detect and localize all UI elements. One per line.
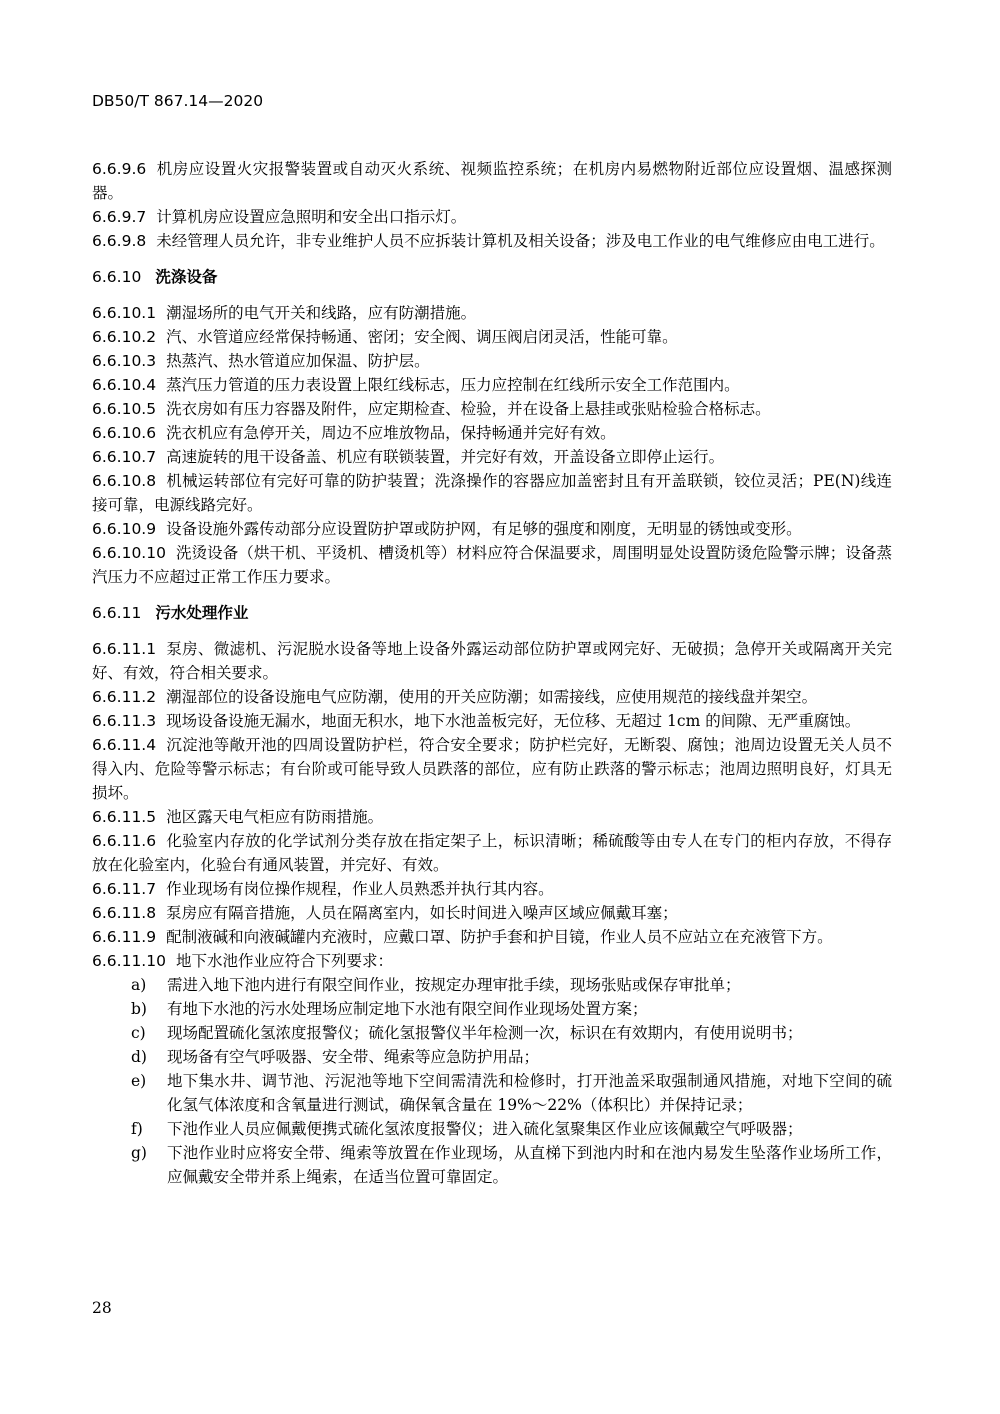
clause	[92, 877, 892, 901]
clause-text: 汽、水管道应经常保持畅通、密闭；安全阀、调压阀启闭灵活，性能可靠。	[166, 328, 678, 346]
clause	[92, 325, 892, 349]
list-item-label: g)	[131, 1144, 147, 1162]
clause	[92, 805, 892, 829]
list-item-text: 现场配置硫化氢浓度报警仪；硫化氢报警仪半年检测一次，标识在有效期内，有使用说明书；	[167, 1024, 803, 1042]
clause-number: 6.6.9.8	[92, 232, 147, 250]
clause	[92, 637, 892, 685]
section-heading-sewage	[92, 601, 892, 625]
section-heading-washing	[92, 265, 892, 289]
clause-text: 计算机房应设置应急照明和安全出口指示灯。	[156, 208, 467, 226]
list-item-text: 需进入地下池内进行有限空间作业，按规定办理审批手续，现场张贴或保存审批单；	[167, 976, 741, 994]
clause	[92, 901, 892, 925]
clause-text: 洗烫设备（烘干机、平烫机、槽烫机等）材料应符合保温要求，周围明显处设置防烫危险警示牌；设备蒸汽压力不应超过正常工作压力要求。	[92, 544, 892, 586]
clause	[92, 397, 892, 421]
page-number: 28	[92, 1299, 112, 1317]
clause-number: 6.6.11.4	[92, 736, 157, 754]
list-item-label: a)	[131, 976, 147, 994]
clause-number: 6.6.10.1	[92, 304, 157, 322]
clause-text: 洗衣房如有压力容器及附件，应定期检查、检验，并在设备上悬挂或张贴检验合格标志。	[166, 400, 771, 418]
clause-number: 6.6.9.6	[92, 160, 147, 178]
clause	[92, 925, 892, 949]
section-number: 6.6.10	[92, 268, 142, 286]
clause	[92, 685, 892, 709]
clause-text: 洗衣机应有急停开关，周边不应堆放物品，保持畅通并完好有效。	[166, 424, 616, 442]
section-title: 洗涤设备	[155, 268, 218, 286]
list-item-text: 现场备有空气呼吸器、安全带、绳索等应急防护用品；	[167, 1048, 540, 1066]
clause-text: 泵房、微滤机、污泥脱水设备等地上设备外露运动部位防护罩或网完好、无破损；急停开关或隔离开关完好、有效，符合相关要求。	[92, 640, 892, 682]
clause-number: 6.6.11.6	[92, 832, 157, 850]
clause-number: 6.6.10.8	[92, 472, 157, 490]
clause-number: 6.6.11.3	[92, 712, 157, 730]
clause-number: 6.6.11.10	[92, 952, 166, 970]
clause-number: 6.6.11.2	[92, 688, 157, 706]
clause	[92, 949, 892, 973]
clause-number: 6.6.11.7	[92, 880, 157, 898]
list-item-label: f)	[131, 1120, 143, 1138]
clause-text: 未经管理人员允许，非专业维护人员不应拆装计算机及相关设备；涉及电工作业的电气维修应由电工进行。	[156, 232, 885, 250]
clause	[92, 421, 892, 445]
clause-number: 6.6.10.5	[92, 400, 157, 418]
clause-number: 6.6.10.7	[92, 448, 157, 466]
clause-text: 机械运转部位有完好可靠的防护装置；洗涤操作的容器应加盖密封且有开盖联锁，铰位灵活；PE(N)线连接可靠，电源线路完好。	[92, 472, 892, 514]
clause-text: 潮湿部位的设备设施电气应防潮，使用的开关应防潮；如需接线，应使用规范的接线盘并架空。	[166, 688, 818, 706]
clause-number: 6.6.11.1	[92, 640, 157, 658]
list-item-label: e)	[131, 1072, 147, 1090]
clause-number: 6.6.10.3	[92, 352, 157, 370]
list-item-label: c)	[131, 1024, 146, 1042]
clause-text: 现场设备设施无漏水，地面无积水，地下水池盖板完好，无位移、无超过 1cm 的间隙、无严重腐蚀。	[166, 712, 861, 730]
clause-number: 6.6.10.6	[92, 424, 157, 442]
section-title: 污水处理作业	[155, 604, 249, 622]
clause-number: 6.6.10.9	[92, 520, 157, 538]
clause-text: 设备设施外露传动部分应设置防护罩或防护网，有足够的强度和刚度，无明显的锈蚀或变形。	[166, 520, 802, 538]
clause-text: 地下水池作业应符合下列要求：	[175, 952, 393, 970]
list-item-label: d)	[131, 1048, 147, 1066]
clause-text: 配制液碱和向液碱罐内充液时，应戴口罩、防护手套和护目镜，作业人员不应站立在充液管下方。	[166, 928, 833, 946]
clause-number: 6.6.11.5	[92, 808, 157, 826]
list-item	[92, 1021, 892, 1045]
clause	[92, 373, 892, 397]
clause	[92, 229, 892, 253]
clause-text: 蒸汽压力管道的压力表设置上限红线标志，压力应控制在红线所示安全工作范围内。	[166, 376, 740, 394]
list-item	[92, 1069, 892, 1117]
clause-text: 化验室内存放的化学试剂分类存放在指定架子上，标识清晰；稀硫酸等由专人在专门的柜内存放，不得存放在化验室内，化验台有通风装置，并完好、有效。	[92, 832, 892, 874]
clause-text: 热蒸汽、热水管道应加保温、防护层。	[166, 352, 430, 370]
list-item-text: 下池作业时应将安全带、绳索等放置在作业现场，从直梯下到池内时和在池内易发生坠落作业场所工作，应佩戴安全带并系上绳索，在适当位置可靠固定。	[167, 1144, 892, 1186]
list-item-text: 地下集水井、调节池、污泥池等地下空间需清洗和检修时，打开池盖采取强制通风措施，对地下空间的硫化氢气体浓度和含氧量进行测试，确保氧含量在 19%～22%（体积比）并保持记录；	[167, 1072, 892, 1114]
list-item	[92, 1141, 892, 1189]
clause-text: 作业现场有岗位操作规程，作业人员熟悉并执行其内容。	[166, 880, 554, 898]
clause-text: 高速旋转的甩干设备盖、机应有联锁装置，并完好有效，开盖设备立即停止运行。	[166, 448, 725, 466]
document-code: DB50/T 867.14—2020	[92, 92, 264, 110]
list-item	[92, 997, 892, 1021]
clause	[92, 517, 892, 541]
clause-text: 沉淀池等敞开池的四周设置防护栏，符合安全要求；防护栏完好，无断裂、腐蚀；池周边设置无关人员不得入内、危险等警示标志；有台阶或可能导致人员跌落的部位，应有防止跌落的警示标志；池周边照明良好，灯具无损坏。	[92, 736, 892, 802]
clause	[92, 301, 892, 325]
clause-text: 潮湿场所的电气开关和线路，应有防潮措施。	[166, 304, 477, 322]
clause	[92, 829, 892, 877]
document-body	[92, 157, 892, 1189]
clause-number: 6.6.11.9	[92, 928, 157, 946]
list-item-label: b)	[131, 1000, 147, 1018]
clause-text: 池区露天电气柜应有防雨措施。	[166, 808, 384, 826]
list-item-text: 下池作业人员应佩戴便携式硫化氢浓度报警仪；进入硫化氢聚集区作业应该佩戴空气呼吸器；	[167, 1120, 803, 1138]
clause	[92, 445, 892, 469]
list-item	[92, 1045, 892, 1069]
clause	[92, 469, 892, 517]
clause-text: 泵房应有隔音措施，人员在隔离室内，如长时间进入噪声区域应佩戴耳塞；	[166, 904, 678, 922]
clause	[92, 157, 892, 205]
clause-number: 6.6.9.7	[92, 208, 147, 226]
clause	[92, 541, 892, 589]
clause-text: 机房应设置火灾报警装置或自动灭火系统、视频监控系统；在机房内易燃物附近部位应设置烟、温感探测器。	[92, 160, 892, 202]
list-item	[92, 973, 892, 997]
clause-number: 6.6.10.10	[92, 544, 166, 562]
clause	[92, 349, 892, 373]
list-item-text: 有地下水池的污水处理场应制定地下水池有限空间作业现场处置方案；	[167, 1000, 648, 1018]
clause	[92, 733, 892, 805]
section-number: 6.6.11	[92, 604, 142, 622]
clause-number: 6.6.10.2	[92, 328, 157, 346]
clause-number: 6.6.10.4	[92, 376, 157, 394]
list-item	[92, 1117, 892, 1141]
clause	[92, 205, 892, 229]
clause-number: 6.6.11.8	[92, 904, 157, 922]
clause	[92, 709, 892, 733]
